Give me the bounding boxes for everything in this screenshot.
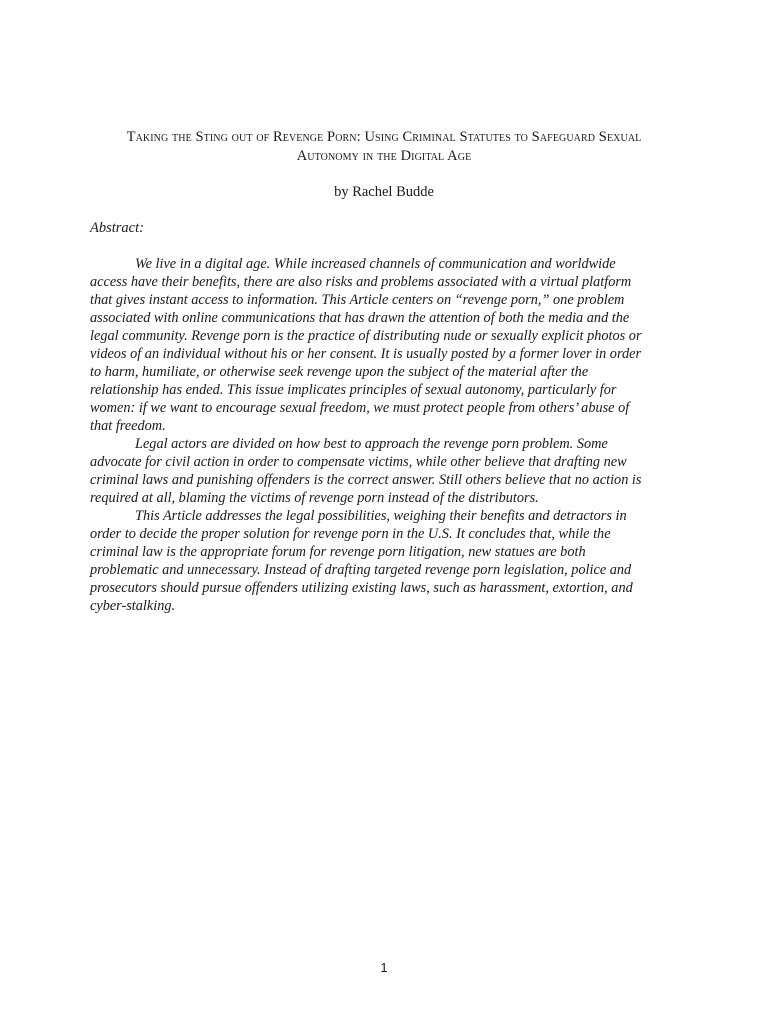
text-line: We live in a digital age. While increased channels of communication and worldwide <box>135 256 616 272</box>
text-line: relationship has ended. This issue implicates principles of sexual autonomy, particularly for <box>90 382 617 398</box>
text-line: associated with online communications that has drawn the attention of both the media and the <box>90 310 630 326</box>
text-line: that gives instant access to information. This Article centers on “revenge porn,” one problem <box>90 292 625 308</box>
text-line: access have their benefits, there are also risks and problems associated with a virtual platform <box>90 274 632 290</box>
text-line: advocate for civil action in order to compensate victims, while other believe that drafting new <box>90 454 627 470</box>
abstract-paragraph-1 <box>90 255 690 435</box>
text-line: that freedom. <box>90 418 166 434</box>
title-line-1: Taking the Sting out of Revenge Porn: Using Criminal Statutes to Safeguard Sexual <box>126 129 642 145</box>
text-line: prosecutors should pursue offenders utilizing existing laws, such as harassment, extortion, and <box>90 580 633 596</box>
text-line: videos of an individual without his or her consent. It is usually posted by a former lover in order <box>90 346 642 362</box>
text-line: cyber-stalking. <box>90 598 176 614</box>
article-title <box>60 128 708 166</box>
text-line: Legal actors are divided on how best to approach the revenge porn problem. Some <box>135 436 608 452</box>
page-number: 1 <box>380 960 388 975</box>
text-line: women: if we want to encourage sexual freedom, we must protect people from others’ abuse of <box>90 400 630 416</box>
abstract-heading: Abstract: <box>90 220 144 236</box>
text-line: criminal law is the appropriate forum for revenge porn litigation, new statues are both <box>90 544 586 560</box>
text-line: This Article addresses the legal possibilities, weighing their benefits and detractors in <box>135 508 627 524</box>
text-line: legal community. Revenge porn is the practice of distributing nude or sexually explicit photos or <box>90 328 642 344</box>
abstract-paragraph-3 <box>90 507 690 615</box>
abstract-body <box>90 255 690 615</box>
title-line-2: Autonomy in the Digital Age <box>296 148 472 164</box>
text-line: to harm, humiliate, or otherwise seek revenge upon the subject of the material after the <box>90 364 589 380</box>
text-line: order to decide the proper solution for revenge porn in the U.S. It concludes that, while the <box>90 526 611 542</box>
text-line: criminal laws and punishing offenders is the correct answer. Still others believe that no action is <box>90 472 642 488</box>
text-line: required at all, blaming the victims of revenge porn instead of the distributors. <box>90 490 539 506</box>
text-line: problematic and unnecessary. Instead of drafting targeted revenge porn legislation, police and <box>90 562 632 578</box>
author-byline: by Rachel Budde <box>334 184 434 200</box>
abstract-paragraph-2 <box>90 435 690 507</box>
